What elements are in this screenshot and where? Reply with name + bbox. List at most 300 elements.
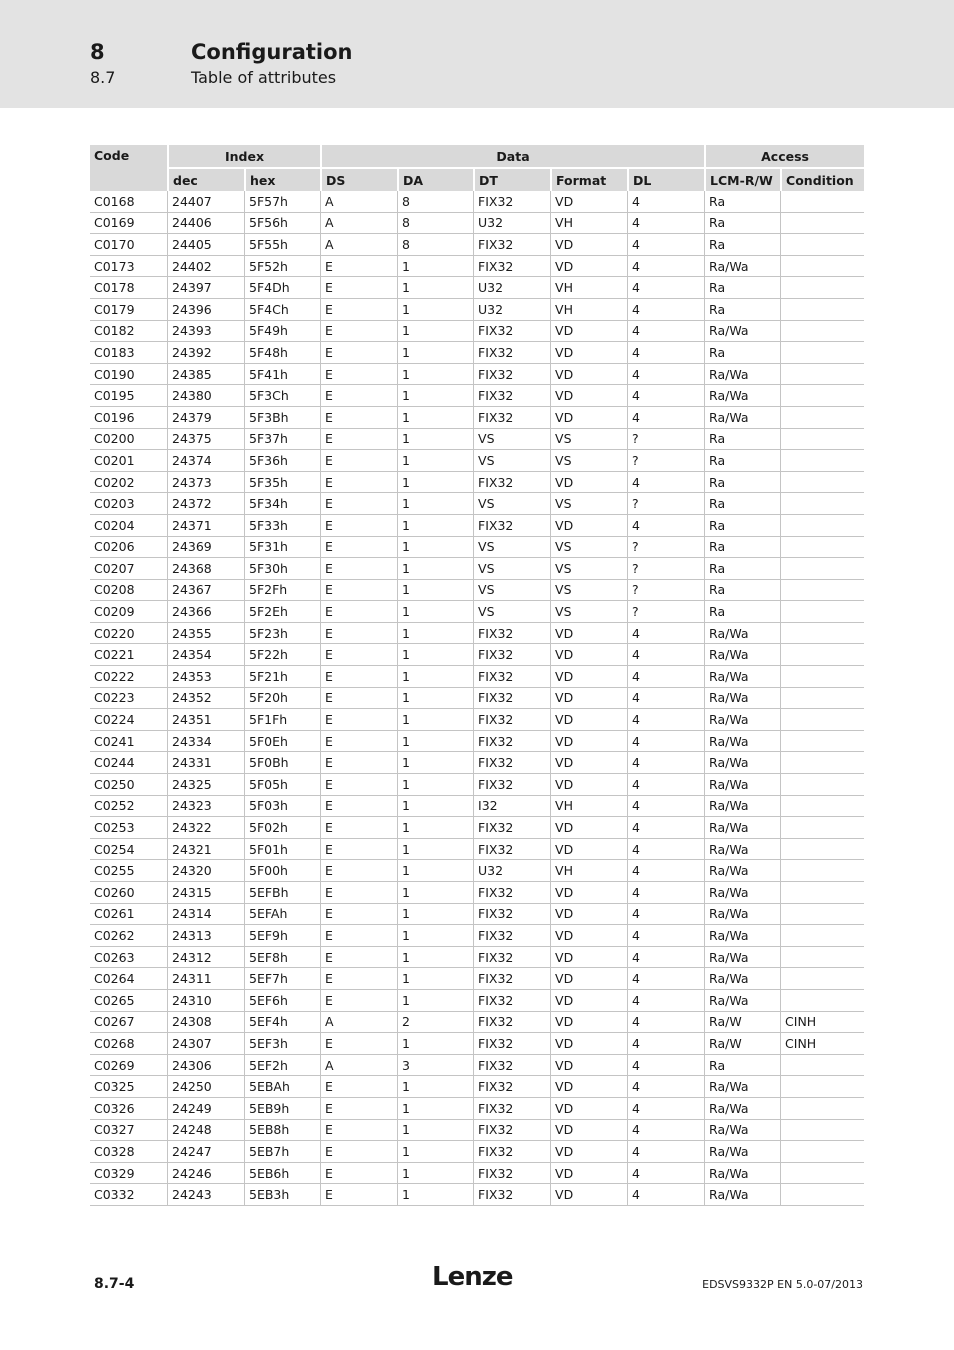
cell-dl: 4 (627, 925, 704, 947)
cell-lcm-rw: Ra (704, 493, 780, 515)
cell-lcm-rw: Ra/Wa (704, 1141, 780, 1163)
cell-condition (780, 299, 864, 321)
cell-da: 1 (397, 1098, 473, 1120)
cell-lcm-rw: Ra/Wa (704, 1098, 780, 1120)
cell-ds: E (320, 731, 397, 753)
cell-da: 1 (397, 493, 473, 515)
cell-format: VS (550, 558, 627, 580)
table-row (90, 817, 864, 839)
cell-lcm-rw: Ra (704, 515, 780, 537)
cell-dl: 4 (627, 364, 704, 386)
cell-hex: 5F0Bh (244, 752, 320, 774)
cell-ds: E (320, 774, 397, 796)
cell-da: 1 (397, 601, 473, 623)
cell-ds: E (320, 256, 397, 278)
cell-dec: 24352 (167, 688, 244, 710)
cell-format: VD (550, 385, 627, 407)
table-row (90, 1076, 864, 1098)
table-row (90, 1141, 864, 1163)
cell-lcm-rw: Ra/Wa (704, 947, 780, 969)
cell-dl: 4 (627, 277, 704, 299)
cell-code: C0255 (90, 860, 167, 882)
cell-code: C0325 (90, 1076, 167, 1098)
cell-da: 1 (397, 321, 473, 343)
cell-dl: 4 (627, 623, 704, 645)
cell-condition (780, 860, 864, 882)
cell-dec: 24367 (167, 580, 244, 602)
cell-dl: 4 (627, 321, 704, 343)
cell-format: VD (550, 731, 627, 753)
cell-dt: FIX32 (473, 666, 550, 688)
table-body (90, 191, 864, 1206)
cell-dec: 24354 (167, 644, 244, 666)
cell-dt: FIX32 (473, 1033, 550, 1055)
table-row (90, 947, 864, 969)
cell-lcm-rw: Ra (704, 299, 780, 321)
cell-format: VD (550, 472, 627, 494)
table-row (90, 256, 864, 278)
cell-code: C0332 (90, 1184, 167, 1206)
cell-dt: FIX32 (473, 990, 550, 1012)
header-access: Access (704, 145, 864, 169)
cell-dec: 24355 (167, 623, 244, 645)
cell-da: 1 (397, 580, 473, 602)
cell-format: VD (550, 342, 627, 364)
cell-condition (780, 321, 864, 343)
cell-ds: E (320, 990, 397, 1012)
cell-dt: FIX32 (473, 817, 550, 839)
cell-da: 1 (397, 385, 473, 407)
cell-hex: 5F22h (244, 644, 320, 666)
cell-code: C0196 (90, 407, 167, 429)
cell-format: VS (550, 580, 627, 602)
cell-lcm-rw: Ra/Wa (704, 990, 780, 1012)
cell-ds: E (320, 904, 397, 926)
table-row (90, 644, 864, 666)
cell-lcm-rw: Ra/Wa (704, 256, 780, 278)
cell-condition (780, 429, 864, 451)
cell-da: 1 (397, 839, 473, 861)
table-row (90, 321, 864, 343)
cell-ds: E (320, 947, 397, 969)
cell-da: 1 (397, 796, 473, 818)
cell-dec: 24311 (167, 968, 244, 990)
cell-code: C0202 (90, 472, 167, 494)
cell-condition (780, 1055, 864, 1077)
cell-ds: E (320, 666, 397, 688)
cell-hex: 5F2Eh (244, 601, 320, 623)
cell-format: VD (550, 817, 627, 839)
cell-condition (780, 256, 864, 278)
cell-format: VD (550, 234, 627, 256)
table-row (90, 385, 864, 407)
document-reference: EDSVS9332P EN 5.0-07/2013 (702, 1278, 863, 1291)
cell-dl: 4 (627, 1033, 704, 1055)
cell-lcm-rw: Ra/Wa (704, 1163, 780, 1185)
cell-format: VD (550, 364, 627, 386)
cell-hex: 5F33h (244, 515, 320, 537)
cell-dt: FIX32 (473, 709, 550, 731)
cell-hex: 5F37h (244, 429, 320, 451)
cell-dec: 24375 (167, 429, 244, 451)
cell-dec: 24320 (167, 860, 244, 882)
cell-format: VD (550, 1055, 627, 1077)
table-row (90, 925, 864, 947)
table-row (90, 1012, 864, 1034)
cell-da: 1 (397, 644, 473, 666)
cell-dec: 24406 (167, 213, 244, 235)
cell-da: 1 (397, 472, 473, 494)
cell-ds: E (320, 817, 397, 839)
cell-dec: 24371 (167, 515, 244, 537)
cell-hex: 5EF4h (244, 1012, 320, 1034)
cell-dl: ? (627, 429, 704, 451)
cell-lcm-rw: Ra (704, 213, 780, 235)
table-row (90, 860, 864, 882)
cell-da: 1 (397, 450, 473, 472)
cell-code: C0169 (90, 213, 167, 235)
cell-hex: 5F02h (244, 817, 320, 839)
cell-lcm-rw: Ra/Wa (704, 968, 780, 990)
cell-hex: 5F30h (244, 558, 320, 580)
cell-format: VD (550, 1141, 627, 1163)
table-row (90, 299, 864, 321)
cell-da: 1 (397, 817, 473, 839)
subheader-condition: Condition (780, 169, 864, 191)
cell-ds: E (320, 558, 397, 580)
cell-ds: E (320, 752, 397, 774)
table-row (90, 342, 864, 364)
cell-condition (780, 515, 864, 537)
cell-hex: 5F41h (244, 364, 320, 386)
cell-format: VD (550, 882, 627, 904)
cell-dt: FIX32 (473, 839, 550, 861)
table-row (90, 234, 864, 256)
cell-dl: 4 (627, 860, 704, 882)
cell-condition (780, 882, 864, 904)
cell-format: VD (550, 774, 627, 796)
cell-dt: FIX32 (473, 385, 550, 407)
cell-code: C0195 (90, 385, 167, 407)
cell-ds: E (320, 385, 397, 407)
cell-dec: 24385 (167, 364, 244, 386)
cell-ds: E (320, 796, 397, 818)
cell-da: 8 (397, 191, 473, 213)
cell-condition (780, 537, 864, 559)
cell-code: C0241 (90, 731, 167, 753)
cell-dl: 4 (627, 666, 704, 688)
cell-condition (780, 234, 864, 256)
cell-code: C0178 (90, 277, 167, 299)
cell-ds: E (320, 1163, 397, 1185)
section-number: 8.7 (90, 68, 116, 87)
cell-dec: 24314 (167, 904, 244, 926)
cell-dl: 4 (627, 1120, 704, 1142)
cell-dl: 4 (627, 947, 704, 969)
cell-dec: 24405 (167, 234, 244, 256)
table-row (90, 429, 864, 451)
cell-dl: ? (627, 450, 704, 472)
cell-ds: E (320, 277, 397, 299)
cell-hex: 5F4Ch (244, 299, 320, 321)
cell-format: VH (550, 796, 627, 818)
cell-lcm-rw: Ra/W (704, 1012, 780, 1034)
cell-format: VD (550, 1076, 627, 1098)
cell-format: VD (550, 623, 627, 645)
cell-dec: 24308 (167, 1012, 244, 1034)
cell-format: VD (550, 688, 627, 710)
cell-format: VD (550, 709, 627, 731)
cell-condition (780, 277, 864, 299)
cell-code: C0264 (90, 968, 167, 990)
table-row (90, 515, 864, 537)
cell-ds: E (320, 709, 397, 731)
cell-dt: FIX32 (473, 925, 550, 947)
cell-ds: E (320, 407, 397, 429)
cell-da: 8 (397, 213, 473, 235)
cell-lcm-rw: Ra (704, 580, 780, 602)
cell-condition (780, 839, 864, 861)
cell-da: 1 (397, 277, 473, 299)
table-row (90, 731, 864, 753)
cell-lcm-rw: Ra (704, 450, 780, 472)
table-row (90, 277, 864, 299)
cell-dec: 24321 (167, 839, 244, 861)
cell-dt: U32 (473, 213, 550, 235)
cell-code: C0190 (90, 364, 167, 386)
cell-condition (780, 709, 864, 731)
cell-code: C0327 (90, 1120, 167, 1142)
cell-code: C0170 (90, 234, 167, 256)
cell-da: 1 (397, 1033, 473, 1055)
cell-dt: VS (473, 537, 550, 559)
cell-dec: 24372 (167, 493, 244, 515)
cell-dt: FIX32 (473, 1184, 550, 1206)
cell-dt: VS (473, 580, 550, 602)
cell-hex: 5F21h (244, 666, 320, 688)
cell-da: 1 (397, 882, 473, 904)
cell-code: C0183 (90, 342, 167, 364)
cell-lcm-rw: Ra (704, 234, 780, 256)
cell-hex: 5F55h (244, 234, 320, 256)
cell-da: 1 (397, 1184, 473, 1206)
cell-ds: E (320, 580, 397, 602)
cell-dl: 4 (627, 1055, 704, 1077)
cell-format: VD (550, 990, 627, 1012)
table-row (90, 1055, 864, 1077)
cell-dec: 24368 (167, 558, 244, 580)
cell-condition (780, 385, 864, 407)
table-row (90, 882, 864, 904)
cell-da: 1 (397, 515, 473, 537)
table-row (90, 904, 864, 926)
cell-format: VS (550, 429, 627, 451)
cell-ds: E (320, 450, 397, 472)
table-row (90, 968, 864, 990)
subheader-dec: dec (167, 169, 244, 191)
cell-code: C0328 (90, 1141, 167, 1163)
table-row (90, 1098, 864, 1120)
cell-da: 1 (397, 407, 473, 429)
cell-dl: 4 (627, 990, 704, 1012)
cell-dec: 24379 (167, 407, 244, 429)
table-row (90, 1033, 864, 1055)
cell-code: C0252 (90, 796, 167, 818)
cell-condition (780, 623, 864, 645)
cell-condition (780, 472, 864, 494)
cell-dec: 24334 (167, 731, 244, 753)
cell-dl: 4 (627, 256, 704, 278)
table-row (90, 990, 864, 1012)
cell-dec: 24306 (167, 1055, 244, 1077)
cell-format: VD (550, 1184, 627, 1206)
cell-ds: E (320, 925, 397, 947)
cell-format: VD (550, 321, 627, 343)
cell-dt: VS (473, 493, 550, 515)
cell-dl: 4 (627, 1076, 704, 1098)
cell-dt: FIX32 (473, 688, 550, 710)
cell-dec: 24380 (167, 385, 244, 407)
table-header (90, 145, 864, 191)
cell-ds: E (320, 1033, 397, 1055)
cell-hex: 5F3Bh (244, 407, 320, 429)
cell-format: VS (550, 493, 627, 515)
cell-da: 1 (397, 429, 473, 451)
cell-hex: 5F4Dh (244, 277, 320, 299)
cell-code: C0206 (90, 537, 167, 559)
header-data: Data (320, 145, 704, 169)
cell-format: VS (550, 601, 627, 623)
cell-dec: 24249 (167, 1098, 244, 1120)
cell-ds: E (320, 860, 397, 882)
subheader-lcm-rw: LCM-R/W (704, 169, 780, 191)
cell-format: VD (550, 839, 627, 861)
cell-code: C0201 (90, 450, 167, 472)
cell-hex: 5EBAh (244, 1076, 320, 1098)
section-title: Table of attributes (191, 68, 337, 87)
cell-condition (780, 925, 864, 947)
cell-dl: 4 (627, 191, 704, 213)
cell-hex: 5EF3h (244, 1033, 320, 1055)
cell-code: C0254 (90, 839, 167, 861)
cell-hex: 5F31h (244, 537, 320, 559)
cell-ds: E (320, 1076, 397, 1098)
cell-hex: 5EF8h (244, 947, 320, 969)
cell-dec: 24248 (167, 1120, 244, 1142)
cell-da: 1 (397, 558, 473, 580)
cell-code: C0220 (90, 623, 167, 645)
cell-lcm-rw: Ra (704, 601, 780, 623)
cell-code: C0222 (90, 666, 167, 688)
cell-lcm-rw: Ra/Wa (704, 731, 780, 753)
cell-ds: E (320, 472, 397, 494)
cell-da: 1 (397, 342, 473, 364)
cell-ds: E (320, 601, 397, 623)
subheader-da: DA (397, 169, 473, 191)
cell-dt: VS (473, 558, 550, 580)
cell-dec: 24392 (167, 342, 244, 364)
cell-condition (780, 1076, 864, 1098)
cell-condition (780, 644, 864, 666)
cell-lcm-rw: Ra/Wa (704, 774, 780, 796)
cell-dl: 4 (627, 774, 704, 796)
cell-dt: FIX32 (473, 644, 550, 666)
table-row (90, 601, 864, 623)
cell-dt: FIX32 (473, 1141, 550, 1163)
cell-lcm-rw: Ra/Wa (704, 666, 780, 688)
chapter-title: Configuration (191, 40, 353, 64)
cell-dt: FIX32 (473, 623, 550, 645)
cell-format: VD (550, 947, 627, 969)
cell-lcm-rw: Ra/W (704, 1033, 780, 1055)
table-row (90, 407, 864, 429)
cell-code: C0267 (90, 1012, 167, 1034)
cell-dec: 24322 (167, 817, 244, 839)
cell-hex: 5F49h (244, 321, 320, 343)
header-code: Code (90, 145, 167, 191)
cell-dt: FIX32 (473, 752, 550, 774)
cell-format: VD (550, 666, 627, 688)
cell-ds: E (320, 644, 397, 666)
cell-dl: 4 (627, 342, 704, 364)
cell-dec: 24315 (167, 882, 244, 904)
cell-da: 1 (397, 731, 473, 753)
cell-dt: FIX32 (473, 731, 550, 753)
cell-ds: E (320, 537, 397, 559)
table-row (90, 472, 864, 494)
cell-code: C0253 (90, 817, 167, 839)
cell-da: 1 (397, 860, 473, 882)
cell-condition (780, 450, 864, 472)
cell-lcm-rw: Ra (704, 277, 780, 299)
cell-hex: 5F34h (244, 493, 320, 515)
cell-ds: E (320, 493, 397, 515)
cell-lcm-rw: Ra/Wa (704, 860, 780, 882)
cell-code: C0179 (90, 299, 167, 321)
cell-condition (780, 817, 864, 839)
cell-hex: 5EB3h (244, 1184, 320, 1206)
cell-dl: 4 (627, 709, 704, 731)
cell-dl: 4 (627, 213, 704, 235)
cell-dec: 24397 (167, 277, 244, 299)
cell-condition (780, 796, 864, 818)
cell-dt: FIX32 (473, 774, 550, 796)
cell-dt: FIX32 (473, 234, 550, 256)
cell-dec: 24393 (167, 321, 244, 343)
cell-ds: E (320, 364, 397, 386)
cell-hex: 5EB7h (244, 1141, 320, 1163)
cell-lcm-rw: Ra/Wa (704, 1076, 780, 1098)
cell-dt: I32 (473, 796, 550, 818)
cell-dl: 4 (627, 688, 704, 710)
cell-dec: 24310 (167, 990, 244, 1012)
cell-dl: ? (627, 601, 704, 623)
cell-dl: 4 (627, 1184, 704, 1206)
cell-condition (780, 947, 864, 969)
attribute-table (90, 145, 864, 1206)
cell-dt: FIX32 (473, 472, 550, 494)
cell-dec: 24250 (167, 1076, 244, 1098)
cell-format: VD (550, 256, 627, 278)
cell-da: 1 (397, 364, 473, 386)
cell-lcm-rw: Ra/Wa (704, 644, 780, 666)
cell-code: C0265 (90, 990, 167, 1012)
cell-dt: FIX32 (473, 256, 550, 278)
cell-code: C0269 (90, 1055, 167, 1077)
cell-lcm-rw: Ra/Wa (704, 752, 780, 774)
cell-dt: FIX32 (473, 968, 550, 990)
cell-dec: 24353 (167, 666, 244, 688)
